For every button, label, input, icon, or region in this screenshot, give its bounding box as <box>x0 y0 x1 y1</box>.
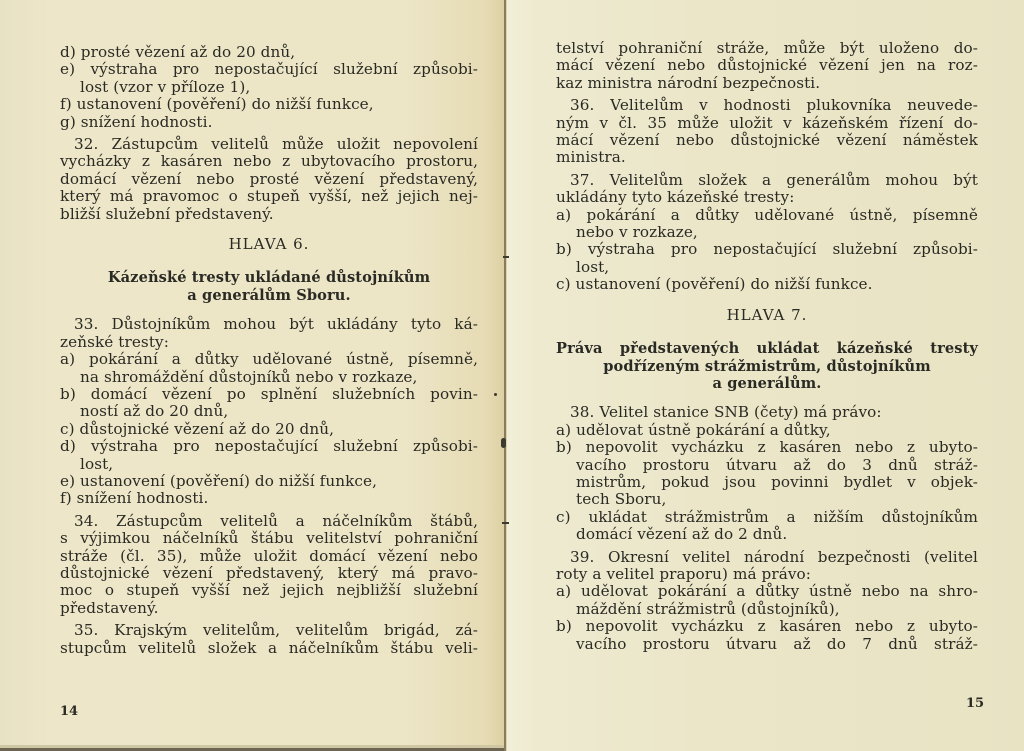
left-page-text <box>60 44 478 657</box>
text-line: ministra. <box>556 148 626 167</box>
page-number-right: 15 <box>966 696 985 711</box>
text-line: c) ustanovení (pověření) do nižší funkce. <box>556 275 873 294</box>
chapter-title-line: podřízeným strážmistrům, důstojníkům <box>603 357 931 375</box>
text-line: zeňské tresty: <box>60 332 169 351</box>
text-line: který má pravomoc o stupeň vyšší, než jejich nej- <box>60 187 478 206</box>
text-line: máždění strážmistrů (důstojníků), <box>576 599 840 618</box>
text-line: a) pokárání a důtky udělované ústně, písemně, <box>60 350 478 369</box>
text-line: b) domácí vězení po splnění služebních povin- <box>60 384 478 403</box>
spine-mark <box>501 438 506 448</box>
chapter-title-line: a generálům. <box>712 374 822 392</box>
text-line: vacího prostoru útvaru až do 3 dnů stráž- <box>576 455 978 474</box>
chapter-heading-title <box>556 340 978 392</box>
text-line: nebo v rozkaze, <box>576 223 698 242</box>
chapter-title-line: Kázeňské tresty ukládané důstojníkům <box>107 269 431 287</box>
text-line: kaz ministra národní bezpečnosti. <box>556 73 821 92</box>
text-line: c) ukládat strážmistrům a nižším důstojníkům <box>556 507 978 526</box>
page-number-left: 14 <box>60 704 79 719</box>
right-page-bottom-block <box>556 404 978 653</box>
text-line: důstojnické vězení představený, který má pravo- <box>60 563 478 582</box>
text-line: mácí vězení nebo důstojnické vězení jen na roz- <box>556 56 978 75</box>
spine-mark <box>503 256 509 258</box>
chapter-title-line: Práva představených ukládat kázeňské tresty <box>556 340 978 358</box>
left-page-bottom-block <box>60 316 478 657</box>
text-line: domácí vězení až do 2 dnů. <box>576 525 788 544</box>
text-line: 39. Okresní velitel národní bezpečnosti (velitel <box>570 547 978 566</box>
text-line: bližší služební představený. <box>60 204 274 223</box>
chapter-title-line: a generálům Sboru. <box>187 286 351 304</box>
text-line: stráže (čl. 35), může uložit domácí vězení nebo <box>60 546 478 565</box>
ink-speck <box>494 393 497 396</box>
text-line: 34. Zástupcům velitelů a náčelníkům štábů, <box>74 511 478 530</box>
text-line: b) výstraha pro nepostačující služební způsobi- <box>556 240 978 259</box>
text-line: 33. Důstojníkům mohou být ukládány tyto ká- <box>74 315 478 334</box>
text-line: a) udělovat ústně pokárání a důtky, <box>556 420 831 439</box>
book-spine <box>504 0 506 751</box>
text-line: stupcům velitelů složek a náčelníkům štábu veli- <box>60 638 478 657</box>
chapter-heading-number: HLAVA 6. <box>228 235 310 254</box>
text-line: ností až do 20 dnů, <box>80 402 229 421</box>
text-line: e) ustanovení (pověření) do nižší funkce, <box>60 471 378 490</box>
text-line: a) pokárání a důtky udělované ústně, písemně <box>556 205 978 224</box>
text-line: tech Sboru, <box>576 490 667 509</box>
text-line: představený. <box>60 598 159 617</box>
chapter-heading-title <box>60 269 478 304</box>
text-line: b) nepovolit vycházku z kasáren nebo z ubyto- <box>556 438 978 457</box>
right-page-text <box>556 40 978 653</box>
text-line: roty a velitel praporu) má právo: <box>556 564 812 583</box>
text-line: e) výstraha pro nepostačující služební způsobi- <box>60 60 478 79</box>
text-line: g) snížení hodnosti. <box>60 112 213 131</box>
right-page-top-block <box>556 40 978 294</box>
text-line: domácí vězení nebo prosté vězení představený, <box>60 169 478 188</box>
text-line: vycházky z kasáren nebo z ubytovacího prostoru, <box>60 152 478 171</box>
text-line: f) snížení hodnosti. <box>60 489 209 508</box>
text-line: d) prosté vězení až do 20 dnů, <box>60 43 296 61</box>
text-line: telství pohraniční stráže, může být uloženo do- <box>556 39 978 57</box>
text-line: lost (vzor v příloze 1), <box>80 77 251 96</box>
text-line: na shromáždění důstojníků nebo v rozkaze, <box>80 367 418 386</box>
text-line: 37. Velitelům složek a generálům mohou být <box>570 170 978 189</box>
text-line: lost, <box>576 257 610 276</box>
spine-mark <box>502 522 509 524</box>
text-line: ukládány tyto kázeňské tresty: <box>556 188 795 207</box>
text-line: mistrům, pokud jsou povinni bydlet v objek- <box>576 472 978 491</box>
text-line: 36. Velitelům v hodnosti plukovníka neuvede- <box>570 96 978 115</box>
text-line: 32. Zástupcům velitelů může uložit nepovolení <box>74 135 478 154</box>
text-line: b) nepovolit vycházku z kasáren nebo z ubyto- <box>556 617 978 636</box>
text-line: c) důstojnické vězení až do 20 dnů, <box>60 419 335 438</box>
text-line: moc o stupeň vyšší než jejich nejbližší služební <box>60 581 478 600</box>
text-line: a) udělovat pokárání a důtky ústně nebo na shro- <box>556 582 978 601</box>
chapter-heading-number: HLAVA 7. <box>726 305 808 324</box>
text-line: 38. Velitel stanice SNB (čety) má právo: <box>570 403 882 422</box>
text-line: f) ustanovení (pověření) do nižší funkce, <box>60 95 374 114</box>
text-line: d) výstraha pro nepostačující služební způsobi- <box>60 437 478 456</box>
text-line: 35. Krajským velitelům, velitelům brigád, zá- <box>74 621 478 640</box>
text-line: s výjimkou náčelníků štábu velitelství pohraniční <box>60 529 478 548</box>
left-page-top-block <box>60 44 478 223</box>
text-line: ným v čl. 35 může uložit v kázeňském řízení do- <box>556 113 978 132</box>
text-line: mácí vězení nebo důstojnické vězení náměstek <box>556 131 978 150</box>
text-line: lost, <box>80 454 114 473</box>
text-line: vacího prostoru útvaru až do 7 dnů stráž- <box>576 634 978 653</box>
